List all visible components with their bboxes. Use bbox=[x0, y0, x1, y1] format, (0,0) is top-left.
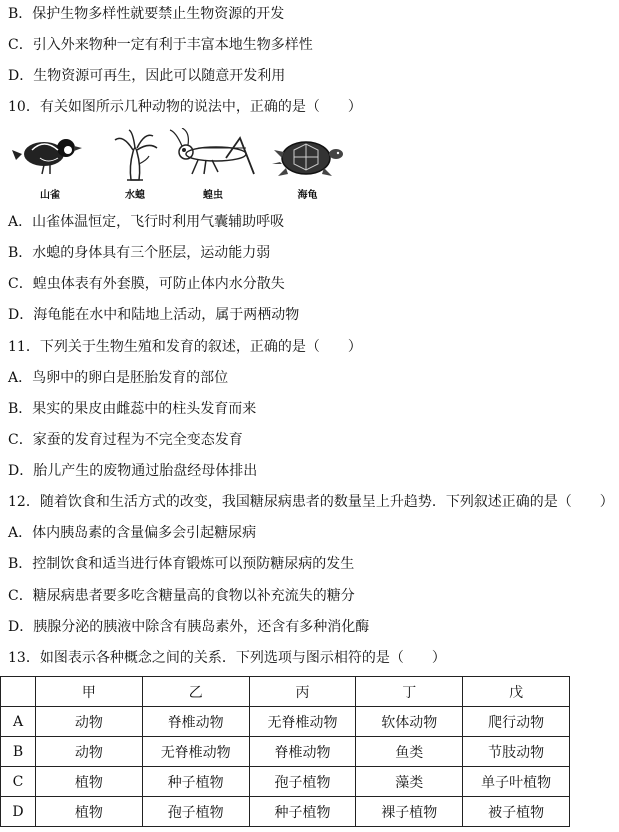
hydra-icon bbox=[95, 128, 175, 188]
table-cell: D bbox=[1, 797, 36, 827]
bird-icon bbox=[10, 128, 90, 188]
table-cell: 动物 bbox=[36, 737, 143, 767]
q10-option-a: A．山雀体温恒定，飞行时利用气囊辅助呼吸 bbox=[8, 214, 285, 230]
table-cell: 无脊椎动物 bbox=[142, 737, 249, 767]
q12-option-c: C．糖尿病患者要多吃含糖量高的食物以补充流失的糖分 bbox=[8, 588, 355, 604]
animal-label-hydra: 水螅 bbox=[125, 190, 145, 201]
q11-option-d: D．胎儿产生的废物通过胎盘经母体排出 bbox=[8, 463, 258, 479]
q10-option-d: D．海龟能在水中和陆地上活动，属于两栖动物 bbox=[8, 307, 300, 323]
q10-figure bbox=[10, 128, 340, 202]
q13-table bbox=[0, 676, 570, 827]
animal-hydra bbox=[95, 128, 175, 202]
table-cell: 脊椎动物 bbox=[249, 737, 356, 767]
table-cell: 爬行动物 bbox=[463, 707, 570, 737]
table-cell: 单子叶植物 bbox=[463, 767, 570, 797]
table-cell: 孢子植物 bbox=[142, 797, 249, 827]
table-cell: 植物 bbox=[36, 767, 143, 797]
q10-option-b: B．水螅的身体具有三个胚层，运动能力弱 bbox=[8, 245, 271, 261]
q10-option-c: C．蝗虫体表有外套膜，可防止体内水分散失 bbox=[8, 276, 285, 292]
table-header-cell bbox=[1, 677, 36, 707]
table-header-cell: 丁 bbox=[356, 677, 463, 707]
table-cell: 种子植物 bbox=[249, 797, 356, 827]
animal-grasshopper bbox=[168, 128, 258, 202]
q11-option-a: A．鸟卵中的卵白是胚胎发育的部位 bbox=[8, 370, 229, 386]
table-cell: 脊椎动物 bbox=[142, 707, 249, 737]
animal-bird bbox=[10, 128, 90, 202]
table-cell: 种子植物 bbox=[142, 767, 249, 797]
q11-option-b: B．果实的果皮由雌蕊中的柱头发育而来 bbox=[8, 401, 257, 417]
table-header-cell: 丙 bbox=[249, 677, 356, 707]
table-header-cell: 戊 bbox=[463, 677, 570, 707]
q9-option-b: B．保护生物多样性就要禁止生物资源的开发 bbox=[8, 6, 285, 22]
q11-option-c: C．家蚕的发育过程为不完全变态发育 bbox=[8, 432, 243, 448]
animal-turtle bbox=[270, 128, 345, 202]
animal-label-bird: 山雀 bbox=[40, 190, 60, 201]
table-cell: 被子植物 bbox=[463, 797, 570, 827]
table-cell: B bbox=[1, 737, 36, 767]
q13-stem: 13．如图表示各种概念之间的关系．下列选项与图示相符的是（ ） bbox=[8, 650, 446, 666]
table-header-cell: 乙 bbox=[142, 677, 249, 707]
animal-label-grasshopper: 蝗虫 bbox=[203, 190, 223, 201]
table-cell: 动物 bbox=[36, 707, 143, 737]
table-cell: C bbox=[1, 767, 36, 797]
grasshopper-icon bbox=[168, 128, 258, 188]
table-cell: 软体动物 bbox=[356, 707, 463, 737]
table-cell: 藻类 bbox=[356, 767, 463, 797]
q9-option-c: C．引入外来物种一定有利于丰富本地生物多样性 bbox=[8, 37, 313, 53]
table-row bbox=[1, 797, 570, 827]
table-cell: 植物 bbox=[36, 797, 143, 827]
animal-label-turtle: 海龟 bbox=[297, 190, 318, 201]
table-cell: 裸子植物 bbox=[356, 797, 463, 827]
table-row bbox=[1, 707, 570, 737]
table-header-cell: 甲 bbox=[36, 677, 143, 707]
q9-option-d: D．生物资源可再生，因此可以随意开发利用 bbox=[8, 68, 286, 84]
table-row bbox=[1, 737, 570, 767]
q10-stem: 10．有关如图所示几种动物的说法中，正确的是（ ） bbox=[8, 99, 362, 115]
table-cell: 孢子植物 bbox=[249, 767, 356, 797]
turtle-icon bbox=[270, 128, 345, 188]
q12-option-a: A．体内胰岛素的含量偏多会引起糖尿病 bbox=[8, 525, 257, 541]
q12-stem: 12．随着饮食和生活方式的改变，我国糖尿病患者的数量呈上升趋势．下列叙述正确的是（ ） bbox=[8, 494, 614, 510]
table-cell: 无脊椎动物 bbox=[249, 707, 356, 737]
table-cell: 节肢动物 bbox=[463, 737, 570, 767]
q12-option-d: D．胰腺分泌的胰液中除含有胰岛素外，还含有多种消化酶 bbox=[8, 619, 370, 635]
q12-option-b: B．控制饮食和适当进行体育锻炼可以预防糖尿病的发生 bbox=[8, 556, 355, 572]
table-cell: A bbox=[1, 707, 36, 737]
table-header-row bbox=[1, 677, 570, 707]
q11-stem: 11．下列关于生物生殖和发育的叙述，正确的是（ ） bbox=[8, 339, 362, 355]
table-cell: 鱼类 bbox=[356, 737, 463, 767]
table-row bbox=[1, 767, 570, 797]
